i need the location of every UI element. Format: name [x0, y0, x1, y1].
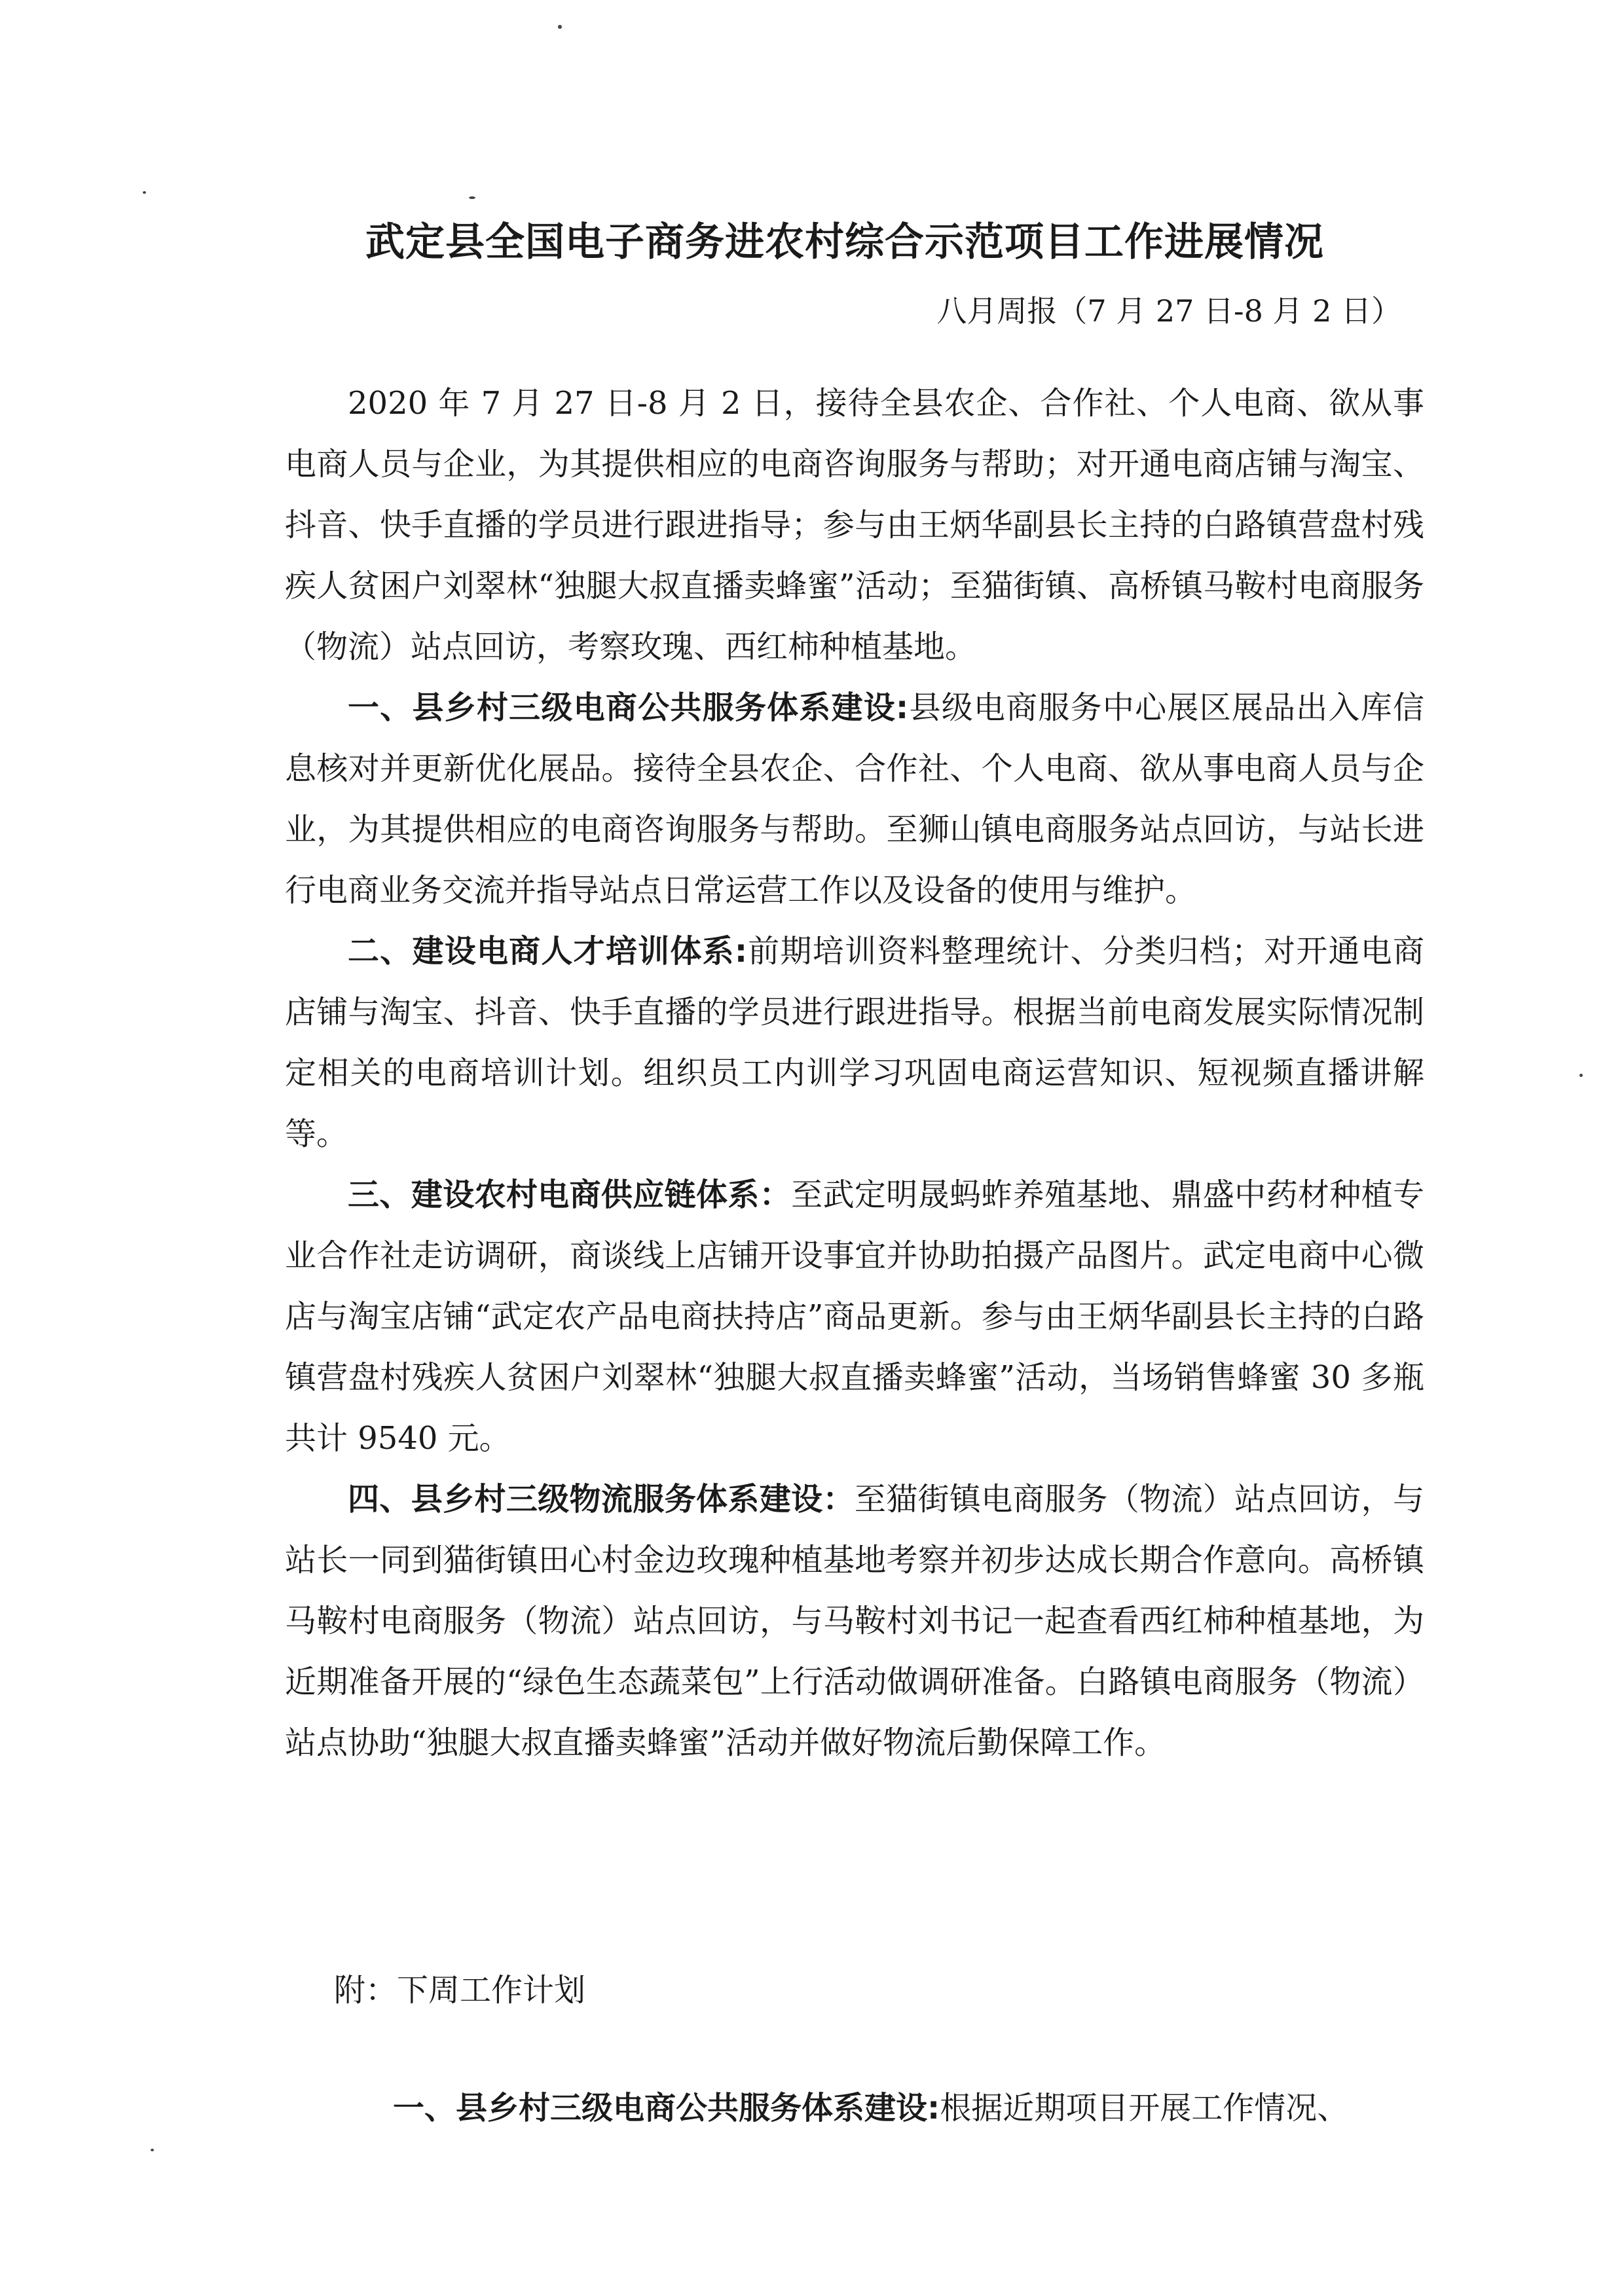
scan-speck [1579, 1074, 1583, 1077]
next-plan-heading: 一、县乡村三级电商公共服务体系建设: [393, 2090, 940, 2126]
scan-speck [558, 25, 562, 29]
report-body [285, 373, 1424, 1774]
section-1-heading: 一、县乡村三级电商公共服务体系建设: [348, 689, 909, 726]
scan-speck [143, 191, 146, 194]
section-2-paragraph [285, 921, 1424, 1165]
report-period: 八月周报（7 月 27 日-8 月 2 日） [936, 293, 1401, 329]
scan-speck [151, 2149, 154, 2151]
section-2-text: 前期培训资料整理统计、分类归档；对开通电商店铺与淘宝、抖音、快手直播的学员进行跟进指导。根据当前电商发展实际情况制定相关的电商培训计划。组织员工内训学习巩固电商运营知识、短视频直播讲解等。 [285, 933, 1424, 1152]
section-4-paragraph [285, 1469, 1424, 1774]
section-3-heading: 三、建设农村电商供应链体系： [348, 1176, 792, 1213]
section-4-heading: 四、县乡村三级物流服务体系建设： [348, 1481, 855, 1518]
section-1-paragraph [285, 678, 1424, 921]
section-2-heading: 二、建设电商人才培训体系: [348, 933, 748, 970]
scan-speck [469, 196, 475, 199]
next-plan-text: 根据近期项目开展工作情况、 [940, 2090, 1349, 2126]
section-3-paragraph [285, 1165, 1424, 1469]
section-1-text: 县级电商服务中心展区展品出入库信息核对并更新优化展品。接待全县农企、合作社、个人电商、欲从事电商人员与企业，为其提供相应的电商咨询服务与帮助。至狮山镇电商服务站点回访，与站长进行电商业务交流并指导站点日常运营工作以及设备的使用与维护。 [285, 689, 1424, 909]
section-3-text: 至武定明晟蚂蚱养殖基地、鼎盛中药材种植专业合作社走访调研，商谈线上店铺开设事宜并协助拍摄产品图片。武定电商中心微店与淘宝店铺“武定农产品电商扶持店”商品更新。参与由王炳华副县长主持的白路镇营盘村残疾人贫困户刘翠林“独腿大叔直播卖蜂蜜”活动，当场销售蜂蜜 30 多瓶共计 9540 元。 [285, 1176, 1424, 1457]
next-plan-line [393, 2079, 1348, 2138]
section-4-text: 至猫街镇电商服务（物流）站点回访，与站长一同到猫街镇田心村金边玫瑰种植基地考察并初步达成长期合作意向。高桥镇马鞍村电商服务（物流）站点回访，与马鞍村刘书记一起查看西红柿种植基地，为近期准备开展的“绿色生态蔬菜包”上行活动做调研准备。白路镇电商服务（物流）站点协助“独腿大叔直播卖蜂蜜”活动并做好物流后勤保障工作。 [285, 1481, 1424, 1761]
intro-paragraph: 2020 年 7 月 27 日-8 月 2 日，接待全县农企、合作社、个人电商、欲从事电商人员与企业，为其提供相应的电商咨询服务与帮助；对开通电商店铺与淘宝、抖音、快手直播的学员进行跟进指导；参与由王炳华副县长主持的白路镇营盘村残疾人贫困户刘翠林“独腿大叔直播卖蜂蜜”活动；至猫街镇、高桥镇马鞍村电商服务（物流）站点回访，考察玫瑰、西红柿种植基地。 [285, 385, 1424, 665]
attachment-label: 附：下周工作计划 [334, 1972, 586, 2009]
page-title: 武定县全国电子商务进农村综合示范项目工作进展情况 [365, 219, 1324, 265]
